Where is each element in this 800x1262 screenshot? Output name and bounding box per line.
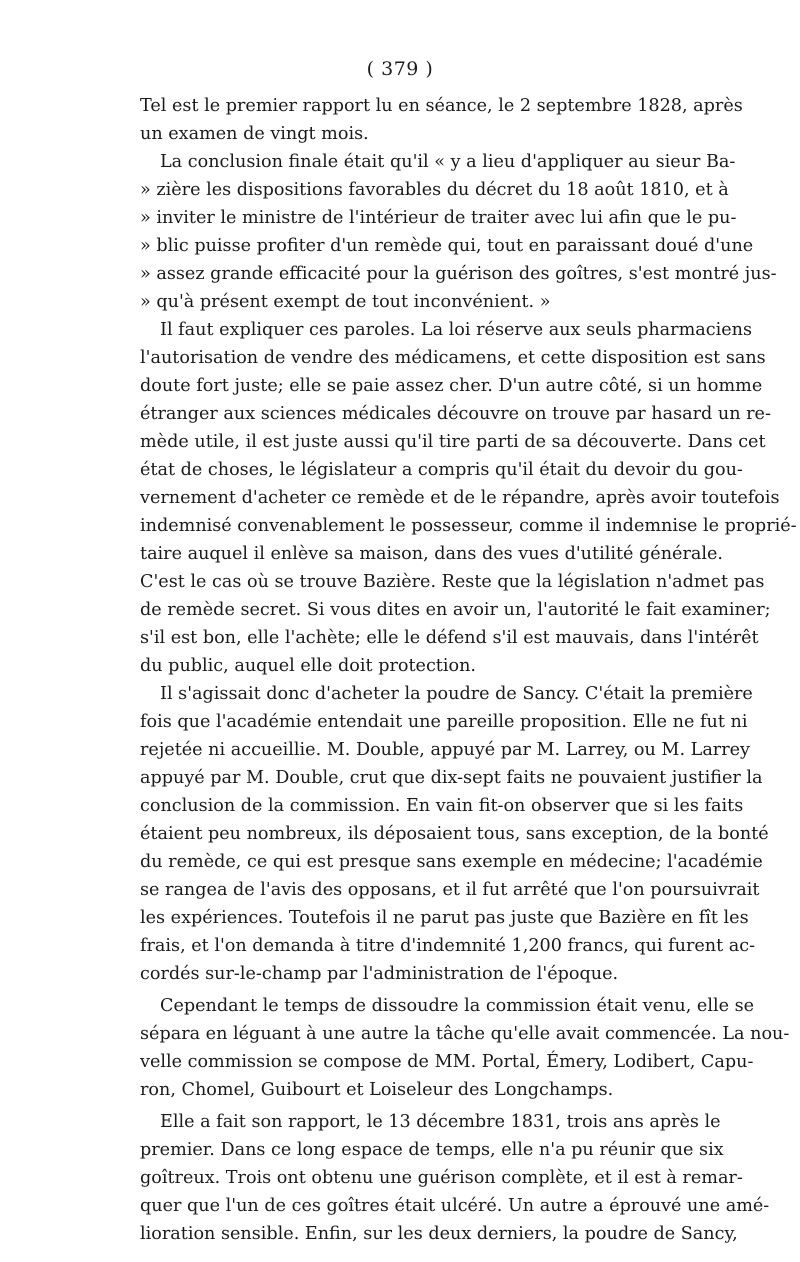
text-line: goîtreux. Trois ont obtenu une guérison complète, et il est à remar- bbox=[140, 1168, 743, 1188]
text-line: fois que l'académie entendait une pareille proposition. Elle ne fut ni bbox=[140, 712, 748, 732]
text-line: » assez grande efficacité pour la guérison des goîtres, s'est montré jus- bbox=[140, 264, 777, 284]
text-line: velle commission se compose de MM. Portal, Émery, Lodibert, Capu- bbox=[140, 1052, 754, 1072]
text-line: l'autorisation de vendre des médicamens, et cette disposition est sans bbox=[140, 348, 766, 368]
paragraph bbox=[140, 92, 743, 148]
text-line: C'est le cas où se trouve Bazière. Reste que la législation n'admet pas bbox=[140, 572, 765, 592]
text-line: du remède, ce qui est presque sans exemple en médecine; l'académie bbox=[140, 852, 763, 872]
paragraph bbox=[140, 1108, 770, 1248]
text-line: un examen de vingt mois. bbox=[140, 124, 369, 144]
text-line: ron, Chomel, Guibourt et Loiseleur des Longchamps. bbox=[140, 1080, 614, 1100]
text-line: les expériences. Toutefois il ne parut pas juste que Bazière en fît les bbox=[140, 908, 749, 928]
text-line: » qu'à présent exempt de tout inconvénient. » bbox=[140, 292, 551, 312]
text-line: étaient peu nombreux, ils déposaient tous, sans exception, de la bonté bbox=[140, 824, 769, 844]
text-line: conclusion de la commission. En vain fit-on observer que si les faits bbox=[140, 796, 744, 816]
text-line: Il s'agissait donc d'acheter la poudre de Sancy. C'était la première bbox=[160, 684, 753, 704]
body-text bbox=[140, 92, 797, 1248]
text-line: mède utile, il est juste aussi qu'il tire parti de sa découverte. Dans cet bbox=[140, 432, 766, 452]
text-line: » blic puisse profiter d'un remède qui, tout en paraissant doué d'une bbox=[140, 236, 754, 256]
text-line: de remède secret. Si vous dites en avoir un, l'autorité le fait examiner; bbox=[140, 600, 771, 620]
text-line: Elle a fait son rapport, le 13 décembre 1831, trois ans après le bbox=[160, 1112, 721, 1132]
text-line: taire auquel il enlève sa maison, dans des vues d'utilité générale. bbox=[140, 544, 723, 564]
paragraph-quotation bbox=[140, 148, 777, 316]
text-line: étranger aux sciences médicales découvre on trouve par hasard un re- bbox=[140, 404, 771, 424]
text-line: état de choses, le législateur a compris qu'il était du devoir du gou- bbox=[140, 460, 743, 480]
text-line: du public, auquel elle doit protection. bbox=[140, 656, 477, 676]
text-line: La conclusion finale était qu'il « y a lieu d'appliquer au sieur Ba- bbox=[160, 152, 736, 172]
text-line: cordés sur-le-champ par l'administration de l'époque. bbox=[140, 964, 619, 984]
text-line: quer que l'un de ces goîtres était ulcéré. Un autre a éprouvé une amé- bbox=[140, 1196, 770, 1216]
text-line: se rangea de l'avis des opposans, et il fut arrêté que l'on poursuivrait bbox=[140, 880, 760, 900]
text-line: lioration sensible. Enfin, sur les deux derniers, la poudre de Sancy, bbox=[140, 1224, 738, 1244]
text-line: Il faut expliquer ces paroles. La loi réserve aux seuls pharmaciens bbox=[160, 320, 753, 340]
text-line: s'il est bon, elle l'achète; elle le défend s'il est mauvais, dans l'intérêt bbox=[140, 628, 759, 648]
text-line: » inviter le ministre de l'intérieur de traiter avec lui afin que le pu- bbox=[140, 208, 737, 228]
text-line: Tel est le premier rapport lu en séance, le 2 septembre 1828, après bbox=[140, 96, 743, 116]
paragraph bbox=[140, 680, 769, 988]
paragraph bbox=[140, 992, 790, 1104]
paragraph bbox=[140, 316, 797, 680]
text-line: vernement d'acheter ce remède et de le répandre, après avoir toutefois bbox=[140, 488, 780, 508]
text-line: rejetée ni accueillie. M. Double, appuyé par M. Larrey, ou M. Larrey bbox=[140, 740, 750, 760]
text-line: Cependant le temps de dissoudre la commission était venu, elle se bbox=[160, 996, 755, 1016]
page-number: ( 379 ) bbox=[366, 58, 434, 80]
text-line: frais, et l'on demanda à titre d'indemnité 1,200 francs, qui furent ac- bbox=[140, 936, 756, 956]
text-line: » zière les dispositions favorables du décret du 18 août 1810, et à bbox=[140, 180, 729, 200]
text-line: doute fort juste; elle se paie assez cher. D'un autre côté, si un homme bbox=[140, 376, 763, 396]
text-line: sépara en léguant à une autre la tâche qu'elle avait commencée. La nou- bbox=[140, 1024, 790, 1044]
text-line: appuyé par M. Double, crut que dix-sept faits ne pouvaient justifier la bbox=[140, 768, 763, 788]
text-line: premier. Dans ce long espace de temps, elle n'a pu réunir que six bbox=[140, 1140, 724, 1160]
text-line: indemnisé convenablement le possesseur, comme il indemnise le proprié- bbox=[140, 516, 797, 536]
